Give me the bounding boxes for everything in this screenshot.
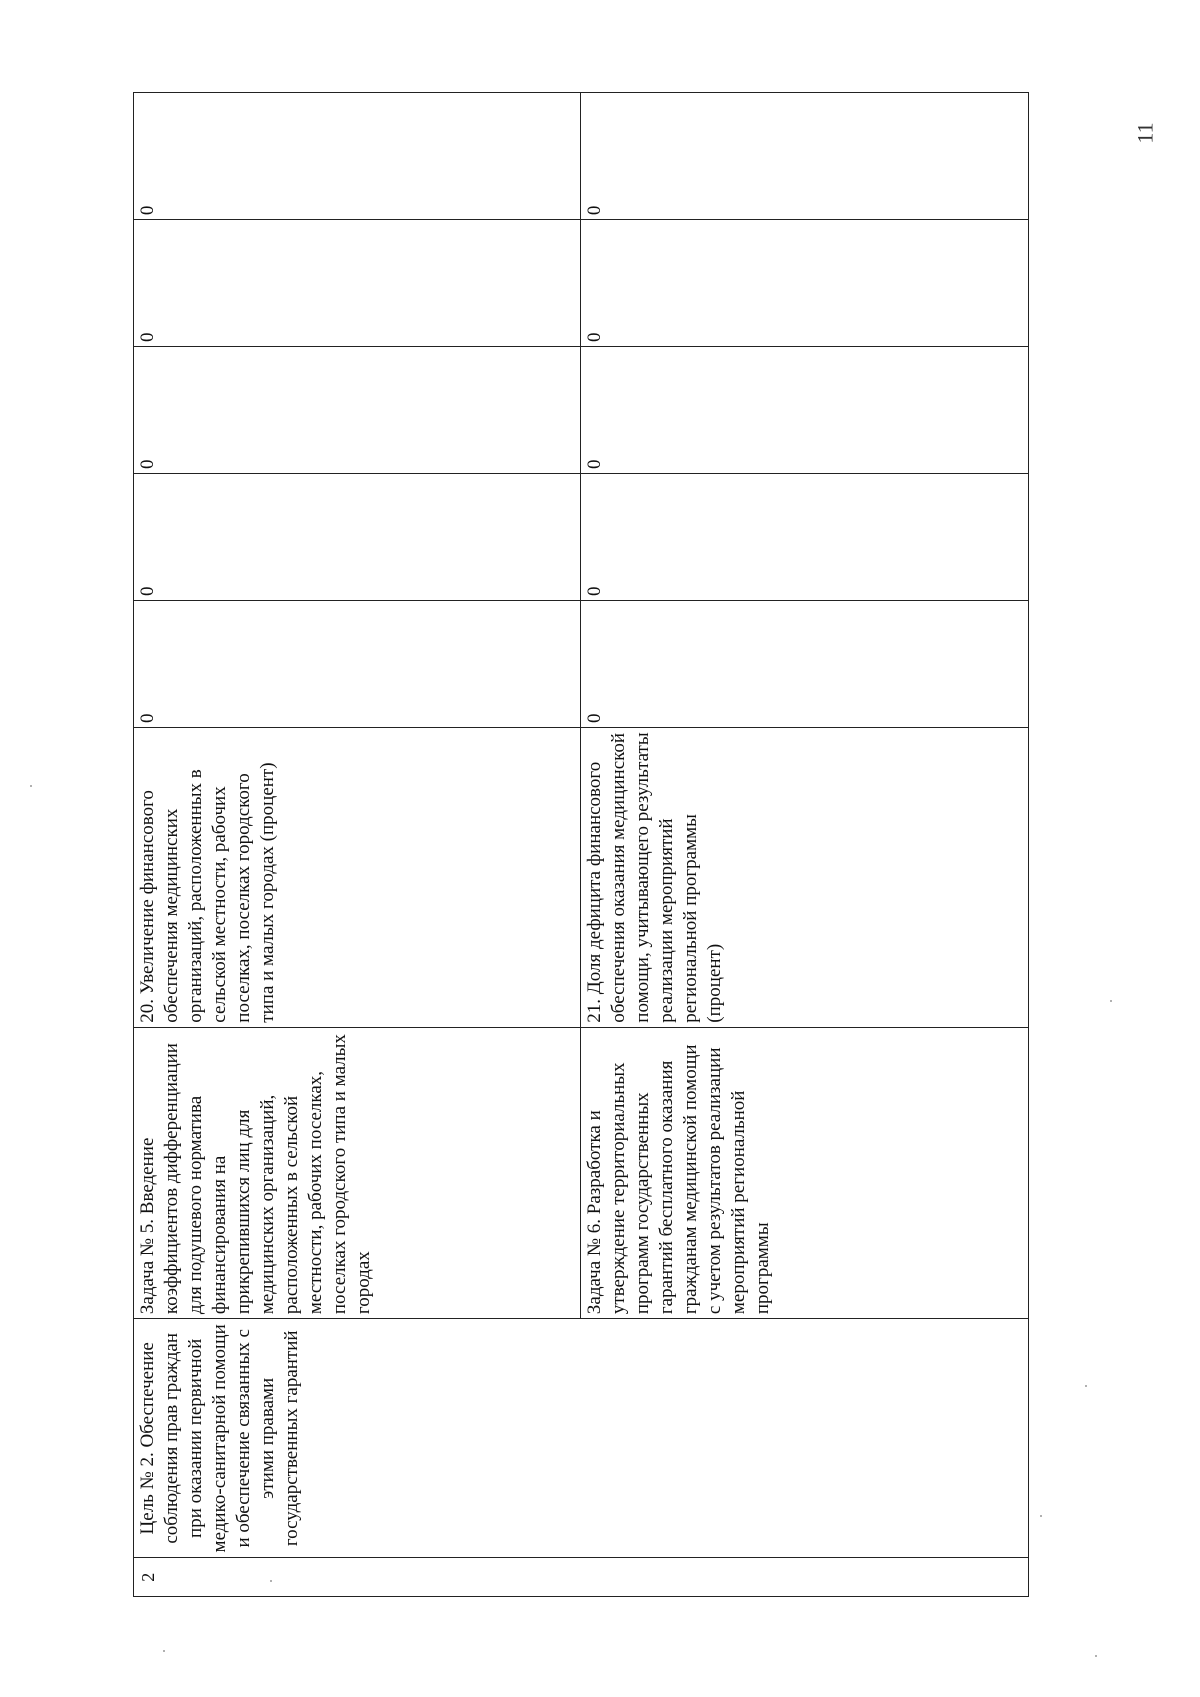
- value-cell: 0: [581, 474, 1029, 601]
- value-cell: 0: [581, 600, 1029, 727]
- value-cell: 0: [581, 347, 1029, 474]
- value-cell: 0: [581, 220, 1029, 347]
- value-cell: 0: [134, 347, 581, 474]
- value-cell: 0: [134, 220, 581, 347]
- scan-speck: [1085, 1385, 1087, 1387]
- indicator-20-cell: 20. Увеличение финансового обеспечения медицинских организаций, расположенных в сельской местности, рабочих поселках, поселках городского типа и малых городах (процент): [134, 727, 581, 1027]
- rotated-table-wrapper: [133, 92, 1028, 1597]
- goal-cell: Цель № 2. Обеспечение соблюдения прав граждан при оказании первичной медико-санитарной помощи и обеспечение связанных с этими правами государственных гарантий: [134, 1319, 1029, 1558]
- value-cell: 0: [134, 600, 581, 727]
- value-cell: 0: [134, 474, 581, 601]
- task-5-cell: Задача № 5. Введение коэффициентов дифференциации для подушевого норматива финансирования на прикрепившихся лиц для медицинских организаций, расположенных в сельской местности, рабочих поселках, поселках городского типа и малых городах: [134, 1027, 581, 1318]
- table-row: [134, 93, 581, 1597]
- scan-speck: [1110, 1000, 1112, 1002]
- value-cell: 0: [581, 93, 1029, 220]
- value-cell: 0: [134, 93, 581, 220]
- scan-speck: [1095, 1655, 1097, 1657]
- indicators-table: [133, 92, 1029, 1597]
- scan-speck: [30, 785, 32, 787]
- scan-speck: [270, 1580, 272, 1582]
- task-6-cell: Задача № 6. Разработка и утверждение территориальных программ государственных гарантий бесплатного оказания гражданам медицинской помощи с учетом результатов реализации мероприятий региональной программы: [581, 1027, 1029, 1318]
- row-number-cell: 2: [134, 1558, 1029, 1597]
- indicator-21-cell: 21. Доля дефицита финансового обеспечения оказания медицинской помощи, учитывающего результаты реализации мероприятий региональной программы (процент): [581, 727, 1029, 1027]
- page-number: 11: [1132, 122, 1158, 144]
- scan-speck: [163, 1650, 165, 1652]
- scan-speck: [1040, 1515, 1042, 1517]
